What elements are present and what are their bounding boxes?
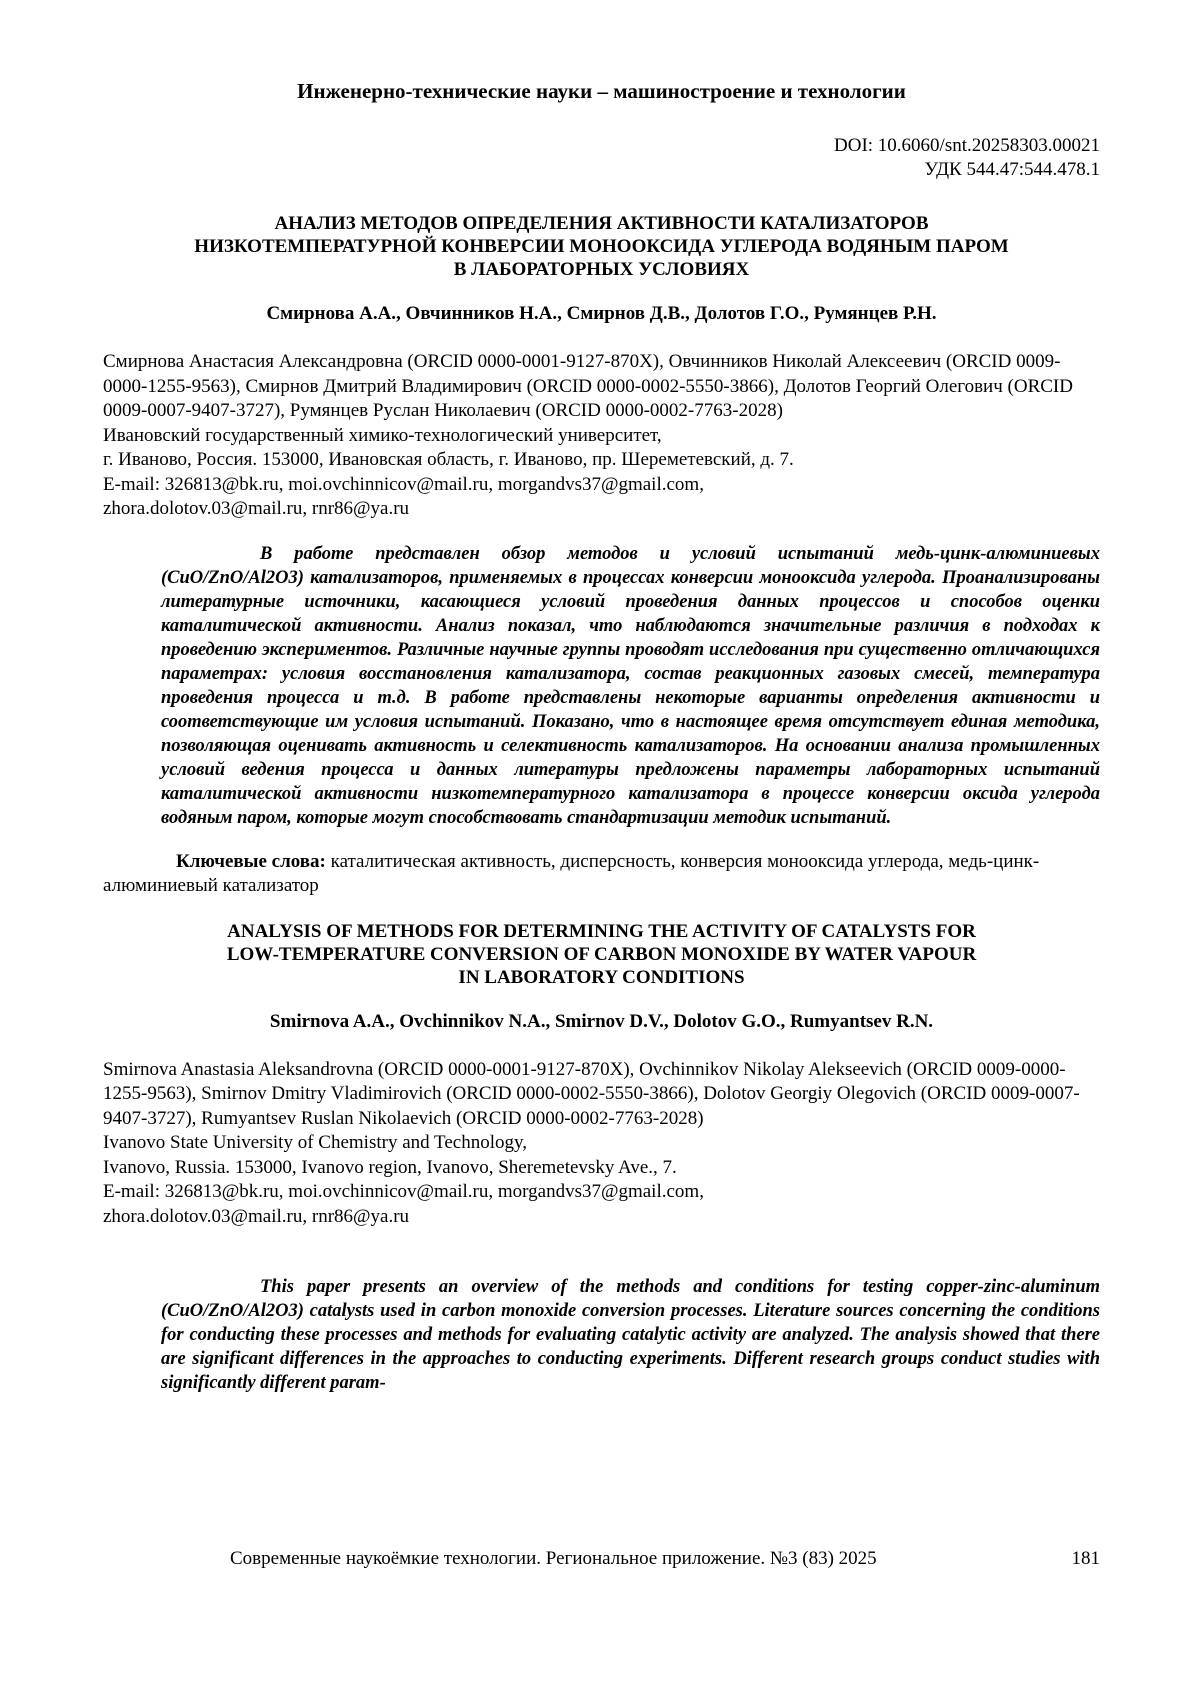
section-title: Инженерно-технические науки – машиностроение и технологии — [297, 79, 906, 103]
email-line[interactable]: zhora.dolotov.03@mail.ru, rnr86@ya.ru — [103, 1205, 410, 1227]
page-footer — [103, 1547, 1100, 1571]
paper-title-line: LOW-TEMPERATURE CONVERSION OF CARBON MONOXIDE BY WATER VAPOUR — [226, 943, 977, 965]
article — [103, 78, 1100, 1415]
email-line[interactable]: E-mail: 326813@bk.ru, moi.ovchinnicov@mail.ru, morgandvs37@gmail.com, — [103, 1181, 704, 1202]
institution: Ivanovo State University of Chemistry and Technology, — [103, 1132, 527, 1153]
paper-title-en — [103, 920, 1100, 989]
doi[interactable]: DOI: 10.6060/snt.20258303.00021 — [834, 135, 1100, 156]
paper-title-line: IN LABORATORY CONDITIONS — [458, 966, 745, 988]
authors-short-en: Smirnova A.A., Ovchinnikov N.A., Smirnov D.V., Dolotov G.O., Rumyantsev R.N. — [269, 1010, 934, 1032]
affiliation-ru — [103, 350, 1100, 522]
email-line[interactable]: zhora.dolotov.03@mail.ru, rnr86@ya.ru — [103, 498, 410, 519]
institution: Ивановский государственный химико-технологический университет, — [103, 424, 662, 446]
paper-title-line: В ЛАБОРАТОРНЫХ УСЛОВИЯХ — [453, 259, 750, 280]
abstract-ru: В работе представлен обзор методов и условий испытаний медь-цинк-алюминиевых (CuO/ZnO/Al2O3) катализаторов, применяемых в процессах конверсии монооксида углерода. Проанализированы литературные источники, касающиеся условий проведения данных процессов и способов оценки каталитической активности. Анализ показал, что наблюдаются значительные различия в подходах к проведению экспериментов. Различные научные группы проводят исследования при существенно отличающихся параметрах: условия восстановления катализатора, состав реакционных газовых смесей, температура проведения процесса и т.д. В работе представлены некоторые варианты определения активности и соответствующие им условия испытаний. Показано, что в настоящее время отсутствует единая методика, позволяющая оценивать активность и селективность катализаторов. На основании анализа промышленных условий ведения процесса и данных литературы предложены параметры лабораторных испытаний каталитической активности низкотемпературного катализатора в процессе конверсии оксида углерода водяным паром, которые могут способствовать стандартизации методик испытаний. — [161, 543, 1100, 828]
authors-full: Smirnova Anastasia Aleksandrovna (ORCID 0000-0001-9127-870X), Ovchinnikov Nikolay Alekseevich (ORCID 0009-0000-1255-9563), Smirnov Dmitry Vladimirovich (ORCID 0000-0002-5550-3866), Dolotov Georgiy Olegovich (ORCID 0009-0007-9407-3727), Rumyantsev Ruslan Nikolaevich (ORCID 0000-0002-7763-2028) — [103, 1058, 1080, 1129]
keywords-label: Ключевые слова: — [176, 850, 326, 872]
keywords-ru — [103, 850, 1100, 898]
affiliation-en — [103, 1058, 1100, 1230]
abstract-en: This paper presents an overview of the methods and conditions for testing copper-zinc-aluminum (CuO/ZnO/Al2O3) catalysts used in carbon monoxide conversion processes. Literature sources concerning the conditions for conducting these processes and methods for evaluating catalytic activity are analyzed. The analysis showed that there are significant differences in the approaches to conducting experiments. Different research groups conduct studies with significantly different param- — [161, 1277, 1100, 1393]
paper-title-line: АНАЛИЗ МЕТОДОВ ОПРЕДЕЛЕНИЯ АКТИВНОСТИ КАТАЛИЗАТОРОВ — [274, 213, 929, 234]
article-identifiers — [103, 134, 1100, 182]
page-number: 181 — [1071, 1548, 1100, 1569]
authors-full: Смирнова Анастасия Александровна (ORCID 0000-0001-9127-870X), Овчинников Николай Алексеевич (ORCID 0009-0000-1255-9563), Смирнов Дмитрий Владимирович (ORCID 0000-0002-5550-3866), Долотов Георгий Олегович (ORCID 0009-0007-9407-3727), Румянцев Руслан Николаевич (ORCID 0000-0002-7763-2028) — [103, 351, 1073, 421]
paper-title-line: НИЗКОТЕМПЕРАТУРНОЙ КОНВЕРСИИ МОНООКСИДА УГЛЕРОДА ВОДЯНЫМ ПАРОМ — [194, 236, 1009, 257]
email-line[interactable]: E-mail: 326813@bk.ru, moi.ovchinnicov@mail.ru, morgandvs37@gmail.com, — [103, 473, 704, 495]
journal-name: Современные наукоёмкие технологии. Региональное приложение. №3 (83) 2025 — [230, 1548, 877, 1569]
udk: УДК 544.47:544.478.1 — [924, 159, 1100, 180]
authors-short-ru: Смирнова А.А., Овчинников Н.А., Смирнов Д.В., Долотов Г.О., Румянцев Р.Н. — [266, 303, 937, 324]
address: Ivanovo, Russia. 153000, Ivanovo region, Ivanovo, Sheremetevsky Ave., 7. — [103, 1156, 677, 1178]
keywords-text: каталитическая активность, дисперсность, конверсия монооксида углерода, медь-цинк-алюминиевый катализатор — [103, 850, 1040, 896]
address: г. Иваново, Россия. 153000, Ивановская область, г. Иваново, пр. Шереметевский, д. 7. — [103, 449, 794, 470]
paper-title-ru — [103, 212, 1100, 281]
paper-title-line: ANALYSIS OF METHODS FOR DETERMINING THE ACTIVITY OF CATALYSTS FOR — [227, 920, 976, 942]
